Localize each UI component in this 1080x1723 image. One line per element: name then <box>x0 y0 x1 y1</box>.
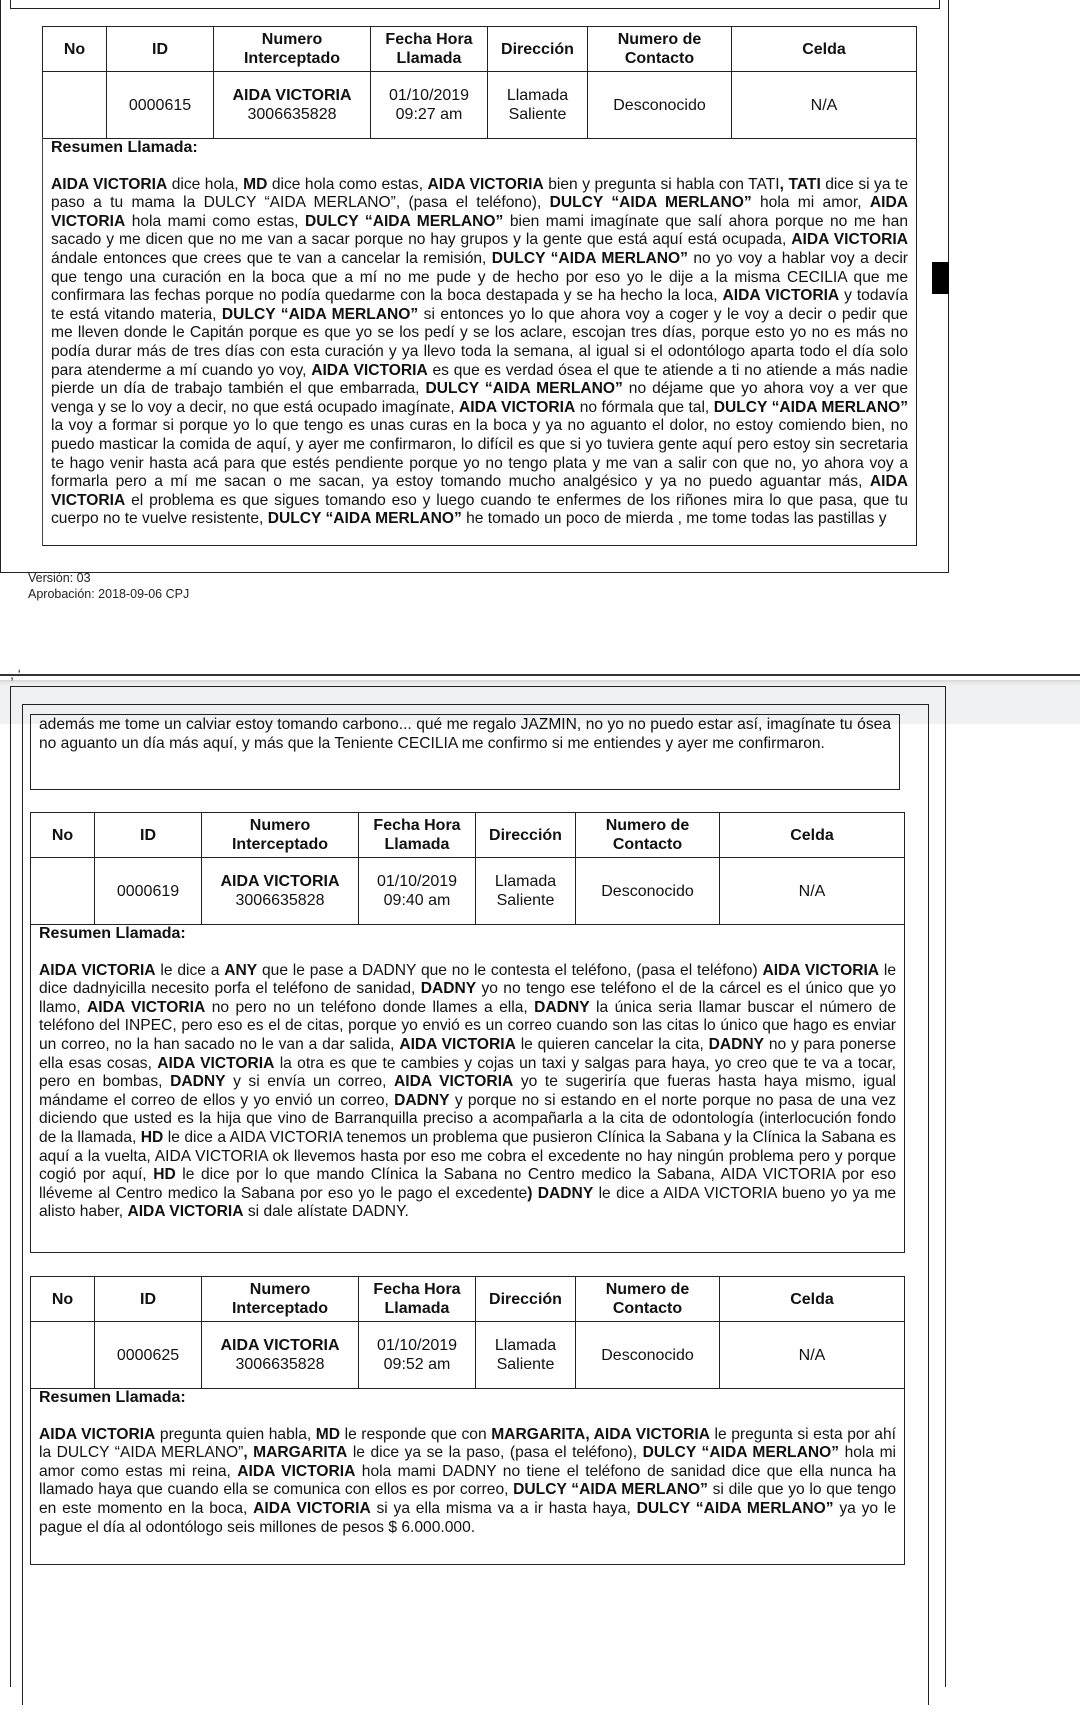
summary-run: le dice a AIDA VICTORIA bueno yo ya me alisto haber, <box>39 1184 896 1221</box>
fecha: 01/10/2019 <box>376 873 458 890</box>
cell-interceptado <box>202 1322 359 1389</box>
table-header-row <box>31 1277 905 1322</box>
document-page-1 <box>0 0 1080 680</box>
hora: 09:52 am <box>383 1356 451 1373</box>
cell-direccion <box>476 858 576 925</box>
summary-run: pregunta quien habla, <box>155 1425 316 1443</box>
cell-celda: N/A <box>720 858 905 925</box>
summary-run: es que es verdad ósea el que te atiende a ti no atiende a más nadie pierde un día de trabajo también el que embarrada, <box>51 361 908 398</box>
direccion-line-1: Llamada <box>506 87 569 104</box>
speaker-name: AIDA VICTORIA <box>157 1054 275 1072</box>
summary-run: le quieren cancelar la cita, <box>515 1035 709 1053</box>
summary-run: bien mami imagínate que salí ahora porque no me han sacado y me dicen que no me van a sacar porque no hay grupos y la gente que está aquí está ocupada, <box>51 212 908 249</box>
direccion-line-1: Llamada <box>494 1337 557 1354</box>
speaker-name: DULCY “AIDA MERLANO” <box>713 398 909 416</box>
summary-run: si dile que yo lo que tengo en este momento en la boca, <box>39 1481 896 1517</box>
direccion-line-1: Llamada <box>494 873 557 890</box>
header-numero-interceptado: Numero Interceptado <box>202 813 359 858</box>
summary-run: he tomado un poco de mierda , me tome todas las pastillas y <box>461 510 887 528</box>
table-row <box>31 1322 905 1389</box>
speaker-name: DULCY “AIDA MERLANO” <box>636 1499 834 1517</box>
speaker-name: MD <box>243 175 268 193</box>
interceptado-nombre: AIDA VICTORIA <box>220 1337 340 1354</box>
cell-fecha-hora <box>359 858 476 925</box>
header-direccion: Dirección <box>476 1277 576 1322</box>
summary-run: hola mami como estas, <box>125 212 305 230</box>
summary-run: le dice a <box>155 961 225 979</box>
cell-contacto: Desconocido <box>588 72 732 139</box>
document-page-2 <box>0 666 1080 1723</box>
call-summary-0000615 <box>42 137 917 546</box>
summary-run: no yo voy a hablar voy a decir que tengo una curación en la boca que a mí no me pude y de hecho por eso yo le dije a la misma CECILIA que me confirmara las fechas porque no podía quedarme con la boca destapada y se ha hecho la loca, <box>51 249 908 305</box>
page-top-rule <box>0 674 1080 676</box>
scroll-marker <box>932 262 949 294</box>
footer <box>28 570 189 602</box>
header-numero-interceptado: Numero Interceptado <box>214 27 371 72</box>
direccion-line-2: Saliente <box>496 1356 555 1373</box>
table-row <box>31 858 905 925</box>
speaker-name: AIDA VICTORIA <box>253 1499 371 1517</box>
interceptado-numero: 3006635828 <box>235 892 325 909</box>
table-header-row <box>43 27 917 72</box>
cell-no <box>31 858 95 925</box>
cell-interceptado <box>214 72 371 139</box>
cell-direccion <box>488 72 588 139</box>
cell-id: 0000615 <box>107 72 214 139</box>
direccion-line-2: Saliente <box>496 892 555 909</box>
header-celda: Celda <box>732 27 917 72</box>
speaker-name: AIDA VICTORIA <box>791 231 909 249</box>
speaker-name: DADNY <box>170 1073 226 1091</box>
speaker-name: AIDA VICTORIA <box>39 961 156 979</box>
speaker-name: ANY <box>224 961 258 979</box>
cell-contacto: Desconocido <box>576 858 720 925</box>
speaker-name: MARGARITA, AIDA VICTORIA <box>491 1425 710 1443</box>
call-summary-0000625 <box>30 1387 905 1565</box>
header-direccion: Dirección <box>476 813 576 858</box>
summary-heading: Resumen Llamada: <box>39 925 186 942</box>
hora: 09:40 am <box>383 892 451 909</box>
speaker-name: AIDA VICTORIA <box>427 175 544 193</box>
summary-run: que le pase a DADNY que no le contesta el teléfono, (pasa el teléfono) <box>257 961 763 979</box>
summary-run: no y para ponerse ella esas cosas, <box>39 1035 896 1072</box>
summary-run: le responde que con <box>340 1425 492 1443</box>
header-celda: Celda <box>720 1277 905 1322</box>
speaker-name: DULCY “AIDA MERLANO” <box>491 249 688 267</box>
speaker-name: AIDA VICTORIA <box>399 1035 516 1053</box>
speaker-name: , MARGARITA <box>243 1444 348 1462</box>
summary-run: no pero no un teléfono donde llames a ella, <box>205 998 535 1016</box>
fecha: 01/10/2019 <box>376 1337 458 1354</box>
summary-run: la otra es que te cambies y cojas un taxi y salgas para haya, yo creo que te va a tocar, pero en bombas, <box>39 1054 897 1091</box>
summary-run: le dice a AIDA VICTORIA tenemos un problema que pusieron Clínica la Sabana y la Clínica la Sabana es aquí a la vuelta, AIDA VICTORIA ok llevemos hasta por eso me cobra el excedente no hay ningún problema pero y porque cogió por aquí, <box>39 1128 896 1184</box>
summary-run: si entonces yo lo que ahora voy a coger y le voy a decir o pedir que me lleven donde le Capitán porque es que yo se los pedí y se los aclare, escojan tres días, porque esto yo no es más no podía durar más de tres días con esta curación y ya llevo toda la semana, al igual si el odontólogo aparta todo el día solo para atenderme a mí cuando yo voy, <box>51 305 908 379</box>
summary-run: le dice por lo que mando Clínica la Sabana no Centro medico la Sabana, AIDA VICTORIA por eso lléveme al Centro medico la Sabana por eso yo le pago el excedente <box>39 1166 896 1202</box>
summary-run: la voy a formar si porque yo lo que tengo es unas curas en la boca y ya no aguanto el dolor, no estoy comiendo bien, no puedo masticar la comida de aquí, y ayer me confirmaron, lo difícil es que si yo tuviera gente aquí pero estoy sin secretaria te hago venir hasta acá para que estés pendiente porque yo no tengo plata y me van a salir con que no, yo ahora voy a formarla pero a mí me sacan o me sacan, ya estoy tomando mucho analgésico y ya no puedo aguantar más, <box>51 417 908 491</box>
header-id: ID <box>95 1277 202 1322</box>
speaker-name: AIDA VICTORIA <box>722 287 840 305</box>
cell-fecha-hora <box>359 1322 476 1389</box>
speaker-name: DULCY “AIDA MERLANO” <box>642 1444 840 1462</box>
speaker-name: DULCY “AIDA MERLANO” <box>304 212 504 230</box>
interceptado-nombre: AIDA VICTORIA <box>232 87 352 104</box>
summary-run: y porque no si estando en el norte porque no pasa de una vez diciendo que usted es la hija que vino de Barranquilla preciso a acompañarla a la cita de odontología (interlocución fondo de la llamada, <box>39 1091 896 1146</box>
header-direccion: Dirección <box>488 27 588 72</box>
summary-text <box>51 176 908 529</box>
summary-run: si ya ella misma va a ir hasta haya, <box>370 1499 637 1517</box>
summary-run: ya yo le pague el día al odontólogo seis millones de pesos $ 6.000.000. <box>39 1499 896 1536</box>
summary-run: yo te sugeriría que fueras hasta haya mismo, igual mándame el correo de ellos y yo envió un correo, <box>39 1073 897 1109</box>
summary-run: le dice dadnyicilla necesito porfa el teléfono de sanidad, <box>39 961 897 998</box>
interceptado-numero: 3006635828 <box>247 106 337 123</box>
speaker-name: AIDA VICTORIA <box>51 473 908 509</box>
speaker-name: AIDA VICTORIA <box>459 398 576 416</box>
fecha: 01/10/2019 <box>388 87 470 104</box>
summary-run: si dale alístate DADNY. <box>243 1203 409 1221</box>
cell-no <box>31 1322 95 1389</box>
speaker-name: AIDA VICTORIA <box>51 175 168 193</box>
footer-version: Versión: 03 <box>28 571 91 585</box>
cell-fecha-hora <box>371 72 488 139</box>
summary-heading: Resumen Llamada: <box>39 1389 186 1406</box>
stray-marks: , ‘ <box>10 666 21 682</box>
header-no: No <box>31 1277 95 1322</box>
speaker-name: , TATI <box>779 175 821 193</box>
summary-run: hola mi amor como estas mi reina, <box>39 1444 897 1480</box>
header-celda: Celda <box>720 813 905 858</box>
speaker-name: AIDA VICTORIA <box>87 998 206 1016</box>
call-table-0000625 <box>30 1276 905 1389</box>
direccion-line-2: Saliente <box>508 106 567 123</box>
speaker-name: AIDA VICTORIA <box>127 1203 244 1221</box>
call-summary-0000619 <box>30 923 905 1253</box>
interceptado-nombre: AIDA VICTORIA <box>220 873 340 890</box>
summary-run: la única seria llamar buscar el número de teléfono del INPEC, pero eso es el de citas, porque yo envió es un correo cuando son las citas lo único que hago es enviar un correo, no la han sacado no le van a dar salida, <box>39 998 896 1053</box>
summary-run: dice hola como estas, <box>267 175 428 193</box>
cell-id: 0000625 <box>95 1322 202 1389</box>
summary-left-rule <box>42 137 43 546</box>
summary-run: dice hola, <box>167 175 244 193</box>
summary-run: yo no tengo ese teléfono el de la cárcel es el único que yo llamo, <box>39 980 896 1016</box>
cell-direccion <box>476 1322 576 1389</box>
call-table-0000619 <box>30 812 905 925</box>
header-numero-interceptado: Numero Interceptado <box>202 1277 359 1322</box>
cell-no <box>43 72 107 139</box>
cell-celda: N/A <box>732 72 917 139</box>
summary-text <box>39 962 896 1222</box>
speaker-name: DULCY “AIDA MERLANO” <box>425 380 623 398</box>
summary-run: no déjame que yo ahora voy a ver que venga y se lo voy a decir, no que está ocupado imagínate, <box>51 380 908 416</box>
speaker-name: AIDA VICTORIA <box>39 1425 156 1443</box>
header-fecha-hora: Fecha Hora Llamada <box>371 27 488 72</box>
interceptado-numero: 3006635828 <box>235 1356 325 1373</box>
speaker-name: HD <box>140 1128 164 1146</box>
summary-text <box>39 1426 896 1538</box>
speaker-name: AIDA VICTORIA <box>762 961 880 979</box>
summary-run: bien y pregunta si habla con TATI <box>543 175 780 193</box>
summary-run: y si envía un correo, <box>225 1073 394 1091</box>
speaker-name: AIDA VICTORIA <box>237 1462 356 1480</box>
speaker-name: DULCY “AIDA MERLANO” <box>221 305 419 323</box>
cell-celda: N/A <box>720 1322 905 1389</box>
header-no: No <box>43 27 107 72</box>
speaker-name: HD <box>153 1166 176 1184</box>
summary-run: ándale entonces que crees que te van a cancelar la remisión, <box>51 249 492 267</box>
cell-contacto: Desconocido <box>576 1322 720 1389</box>
summary-continuation <box>30 714 900 790</box>
speaker-name: DULCY “AIDA MERLANO” <box>267 510 462 528</box>
header-numero-contacto: Numero de Contacto <box>588 27 732 72</box>
summary-run: hola mi amor, <box>751 194 870 212</box>
speaker-name: DADNY <box>394 1091 450 1109</box>
summary-run: dice si ya te paso a tu mama la DULCY “AIDA MERLANO”, (pasa el teléfono), <box>51 175 909 212</box>
summary-heading: Resumen Llamada: <box>51 139 198 156</box>
speaker-name: DULCY “AIDA MERLANO” <box>549 194 752 212</box>
speaker-name: AIDA VICTORIA <box>393 1073 514 1091</box>
summary-run: le dice ya se la paso, (pasa el teléfono), <box>347 1444 643 1462</box>
footer-aprobacion: Aprobación: 2018-09-06 CPJ <box>28 587 190 601</box>
continuation-text: además me tome un calviar estoy tomando carbono... qué me regalo JAZMIN, no yo no puedo estar así, imagínate tu ósea no aguanto un día más aquí, y más que la Teniente CECILIA me confirmo si me entiendes y ayer me confirmaron. <box>39 716 891 752</box>
speaker-name: AIDA VICTORIA <box>51 194 909 230</box>
cell-interceptado <box>202 858 359 925</box>
speaker-name: AIDA VICTORIA <box>311 361 428 379</box>
summary-run: no fórmala que tal, <box>575 398 714 416</box>
summary-run: hola mami DADNY no tiene el teléfono de sanidad dice que ella nunca ha llamado haya que cuando ella se comunica con ellos es por correo, <box>39 1462 897 1499</box>
speaker-name: MD <box>315 1425 341 1443</box>
call-table-0000615 <box>42 26 917 139</box>
header-id: ID <box>95 813 202 858</box>
speaker-name: DADNY <box>534 998 590 1016</box>
speaker-name: DADNY <box>708 1035 765 1053</box>
header-numero-contacto: Numero de Contacto <box>576 813 720 858</box>
header-fecha-hora: Fecha Hora Llamada <box>359 1277 476 1322</box>
header-id: ID <box>107 27 214 72</box>
speaker-name: DULCY “AIDA MERLANO” <box>513 1481 708 1499</box>
header-fecha-hora: Fecha Hora Llamada <box>359 813 476 858</box>
summary-run: y todavía te está vitando materia, <box>51 287 908 323</box>
cell-id: 0000619 <box>95 858 202 925</box>
header-no: No <box>31 813 95 858</box>
speaker-name: ) DADNY <box>527 1184 594 1202</box>
hora: 09:27 am <box>395 106 463 123</box>
speaker-name: DADNY <box>420 980 477 998</box>
summary-run: le pregunta si esta por ahí la DULCY “AIDA MERLANO” <box>39 1425 896 1462</box>
summary-run: el problema es que sigues tomando eso y luego cuando te enfermes de los riñones mira lo que pasa, que tu cuerpo no te vuelve resistente, <box>51 491 908 528</box>
header-numero-contacto: Numero de Contacto <box>576 1277 720 1322</box>
table-row <box>43 72 917 139</box>
table-header-row <box>31 813 905 858</box>
